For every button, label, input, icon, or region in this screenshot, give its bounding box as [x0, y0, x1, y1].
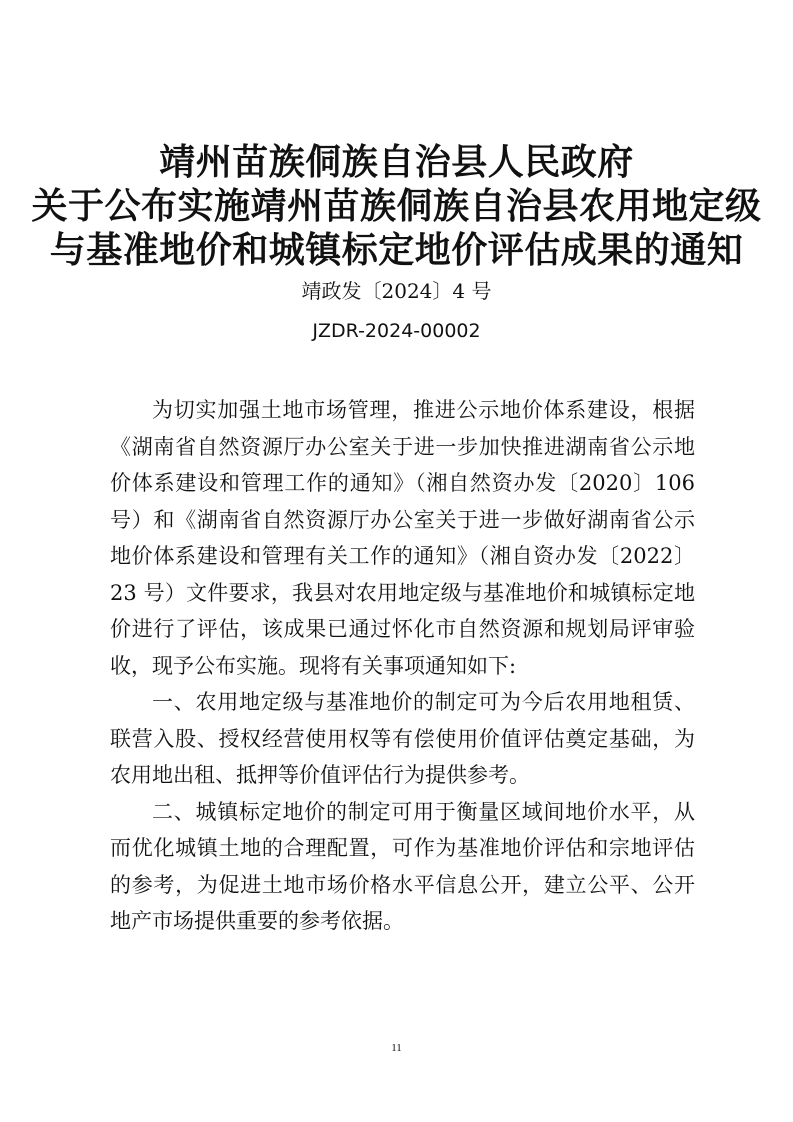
title-line-1: 靖州苗族侗族自治县人民政府 — [159, 141, 634, 183]
document-body — [110, 392, 695, 940]
paragraph-item-1: 一、农用地定级与基准地价的制定可为今后农用地租赁、联营入股、授权经营使用权等有偿使用价值评估奠定基础，为农用地出租、抵押等价值评估行为提供参考。 — [110, 690, 695, 787]
paragraph-intro: 为切实加强土地市场管理，推进公示地价体系建设，根据《湖南省自然资源厅办公室关于进一步加快推进湖南省公示地价体系建设和管理工作的通知》（湘自然资办发〔2020〕106 号）和《湖南省自然资源厅办公室关于进一步做好湖南省公示地价体系建设和管理有关工作的通知》（湘自资办发〔2022〕23 号）文件要求，我县对农用地定级与基准地价和城镇标定地价进行了评估，该成果已通过怀化市自然资源和规划局评审验收，现予公布实施。现将有关事项通知如下: — [110, 398, 695, 678]
document-title — [0, 140, 793, 272]
document-code: JZDR-2024-00002 — [312, 320, 481, 342]
document-number: 靖政发〔2024〕4 号 — [301, 279, 492, 303]
title-line-3: 与基准地价和城镇标定地价评估成果的通知 — [49, 229, 744, 271]
title-line-2: 关于公布实施靖州苗族侗族自治县农用地定级 — [31, 185, 762, 227]
page-number: 11 — [391, 1042, 402, 1054]
paragraph-item-2: 二、城镇标定地价的制定可用于衡量区域间地价水平，从而优化城镇土地的合理配置，可作为基准地价评估和宗地评估的参考，为促进土地市场价格水平信息公开，建立公平、公开地产市场提供重要的参考依据。 — [110, 799, 695, 933]
